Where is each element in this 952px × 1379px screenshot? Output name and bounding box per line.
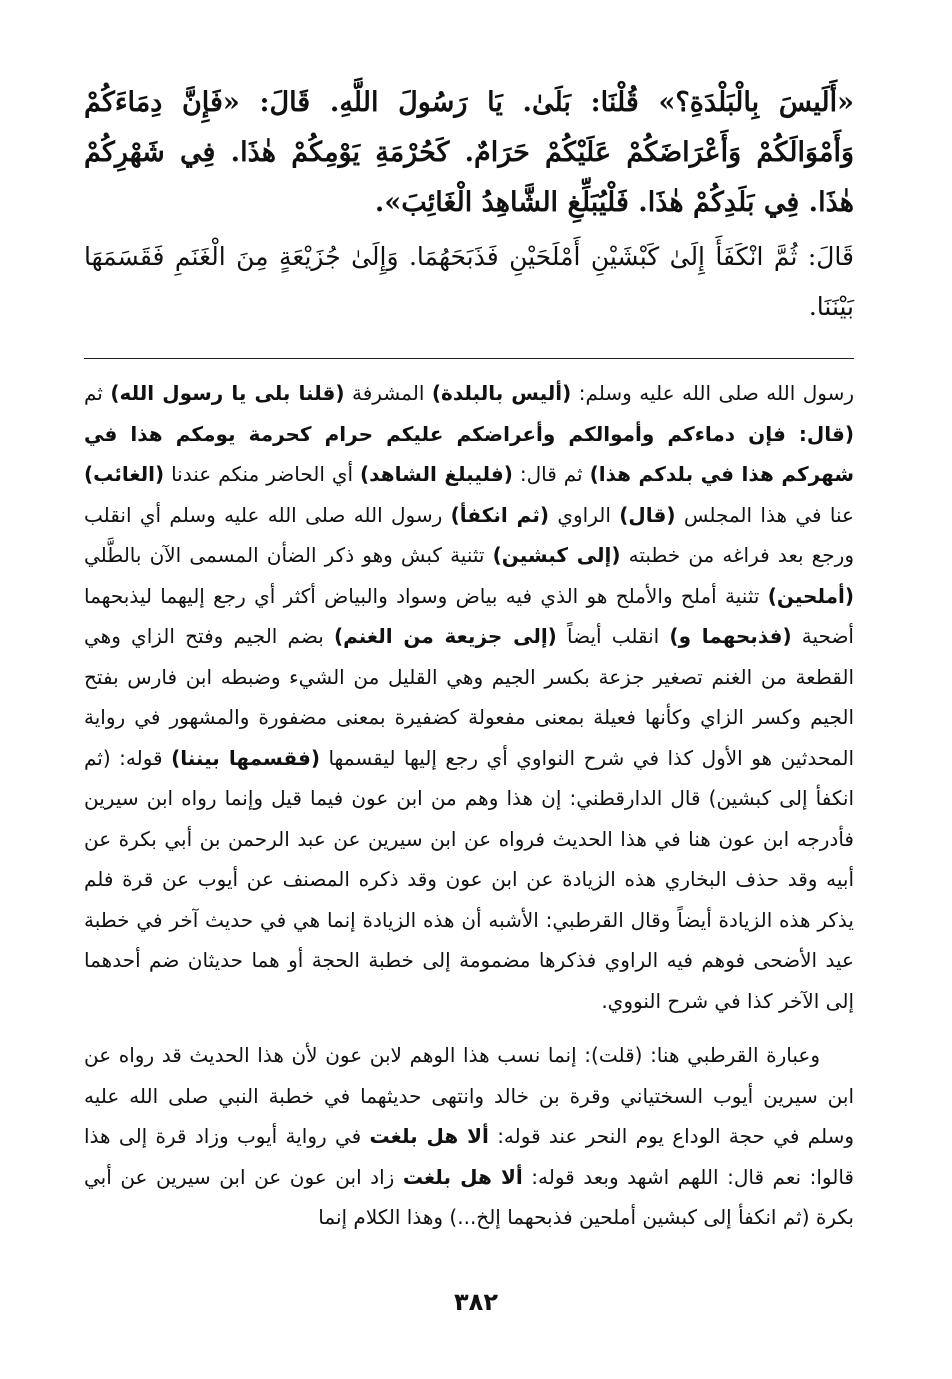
commentary-quoted-text: ألا هل بلغت [369, 1124, 489, 1148]
commentary-quoted-text: (الغائب) [84, 462, 165, 486]
footnote-divider [84, 358, 854, 359]
commentary-text: قوله: (ثم انكفأ إلى كبشين) قال الدارقطني: إن هذا وهم من ابن عون فيما قيل وإنما رواه ابن سيرين فأدرجه ابن عون هنا في هذا الحديث فرواه عن ابن سيرين عن عبد الرحمن بن أبي بكرة عن أبيه وقد حذف البخاري هذه الزيادة عن ابن عون وقد ذكره المصنف عن أيوب عن قرة فلم يذكر هذه الزيادة أيضاً وقال القرطبي: الأشبه أن هذه الزيادة إنما هي في حديث آخر في خطبة عيد الأضحى فوهم فيه الراوي فذكرها مضمومة إلى خطبة الحجة أو هما حديثان ضم أحدهما إلى الآخر كذا في شرح النووي. [84, 745, 854, 1013]
commentary-quoted-text: (فقسمها بيننا) [171, 745, 320, 770]
commentary-text: تثنية أملح والأملح هو الذي فيه بياض وسواد والبياض أكثر أي رجع إليهما ليذبحهما أضحية [84, 583, 854, 648]
commentary-text: أي الحاضر منكم عندنا [164, 462, 361, 486]
commentary-quoted-text: (قال) [619, 502, 676, 527]
commentary-quoted-text: (فذبحهما و) [669, 624, 792, 648]
commentary-quoted-text: (ثم انكفأ) [450, 502, 549, 527]
commentary-text: ثم [84, 381, 111, 405]
commentary-paragraph-1 [84, 373, 854, 1021]
page-body [84, 78, 854, 1238]
commentary-quoted-text: (أليس بالبلدة) [431, 381, 572, 405]
commentary-text: المشرفة [344, 381, 432, 405]
commentary-text: بضم الجيم وفتح الزاي وهي القطعة من الغنم تصغير جزعة بكسر الجيم وهي القليل من الشيء وضبطه ابن فارس بفتح الجيم وكسر الزاي وكأنها فعيلة بمعنى مفعولة كضفيرة بمعنى مضفورة والمشهور في رواية المحدثين هو الأول كذا في شرح النواوي أي رجع إليها ليقسمها [84, 624, 855, 770]
commentary-quoted-text: (فليبلغ الشاهد) [360, 462, 513, 486]
commentary-quoted-text: ألا هل بلغت [402, 1164, 523, 1189]
commentary-text: عنا في هذا المجلس [675, 502, 854, 527]
commentary-quoted-text: (قلنا بلى يا رسول الله) [110, 381, 345, 405]
commentary-text: تثنية كبش وهو ذكر الضأن المسمى الآن بالطَّلي [84, 543, 493, 567]
hadith-text: «أَلَيسَ بِالْبَلْدَةِ؟» قُلْنَا: بَلَىٰ. يَا رَسُولَ اللَّهِ. قَالَ: «فَإِنَّ دِمَاءَكُمْ وَأَمْوَالَكُمْ وَأَعْرَاضَكُمْ عَلَيْكُمْ حَرَامٌ. كَحُرْمَةِ يَوْمِكُمْ هٰذَا. فِي شَهْرِكُمْ هٰذَا. فِي بَلَدِكُمْ هٰذَا. فَلْيُبَلِّغِ الشَّاهِدُ الْغَائِبَ». [84, 87, 854, 218]
commentary-text: رسول الله صلى الله عليه وسلم أي انقلب ورجع بعد فراغه من خطبته [84, 502, 854, 567]
narration-text: قَالَ: ثُمَّ انْكَفَأَ إِلَىٰ كَبْشَيْنِ أَمْلَحَيْنِ فَذَبَحَهُمَا. وَإِلَىٰ جُزَيْعَةٍ مِنَ الْغَنَمِ فَقَسَمَهَا بَيْنَنَا. [84, 242, 854, 321]
commentary-quoted-text: (قال: فإن دماءكم وأموالكم وأعراضكم عليكم حرام كحرمة يومكم هذا في شهركم هذا في بلدكم هذا) [84, 421, 854, 486]
commentary-quoted-text: (إلى كبشين) [492, 543, 621, 567]
commentary-text: زاد ابن عون عن ابن سيرين عن أبي بكرة (ثم انكفأ إلى كبشين أملحين فذبحهما إلخ...) وهذا الكلام إنما [84, 1164, 854, 1229]
commentary-text: الراوي [548, 502, 620, 527]
commentary-paragraph-2 [84, 1035, 854, 1238]
commentary-text: رسول الله صلى الله عليه وسلم: [571, 381, 855, 405]
commentary-text: ثم قال: [512, 462, 590, 486]
commentary-text: في رواية أيوب وزاد قرة إلى هذا قالوا: نعم قال: اللهم اشهد وبعد قوله: [84, 1124, 854, 1189]
commentary-text: انقلب أيضاً [556, 624, 670, 648]
page-number: ٣٨٢ [454, 1288, 498, 1316]
commentary-text: وعبارة القرطبي هنا: (قلت): إنما نسب هذا الوهم لابن عون لأن هذا الحديث قد رواه عن ابن سيرين أيوب السختياني وقرة بن خالد وانتهى حديثهما في خطبة النبي صلى الله عليه وسلم في حجة الوداع يوم النحر عند قوله: [84, 1043, 855, 1148]
commentary-quoted-text: (أملحين) [767, 583, 854, 608]
commentary-quoted-text: (إلى جزيعة من الغنم) [333, 624, 557, 648]
